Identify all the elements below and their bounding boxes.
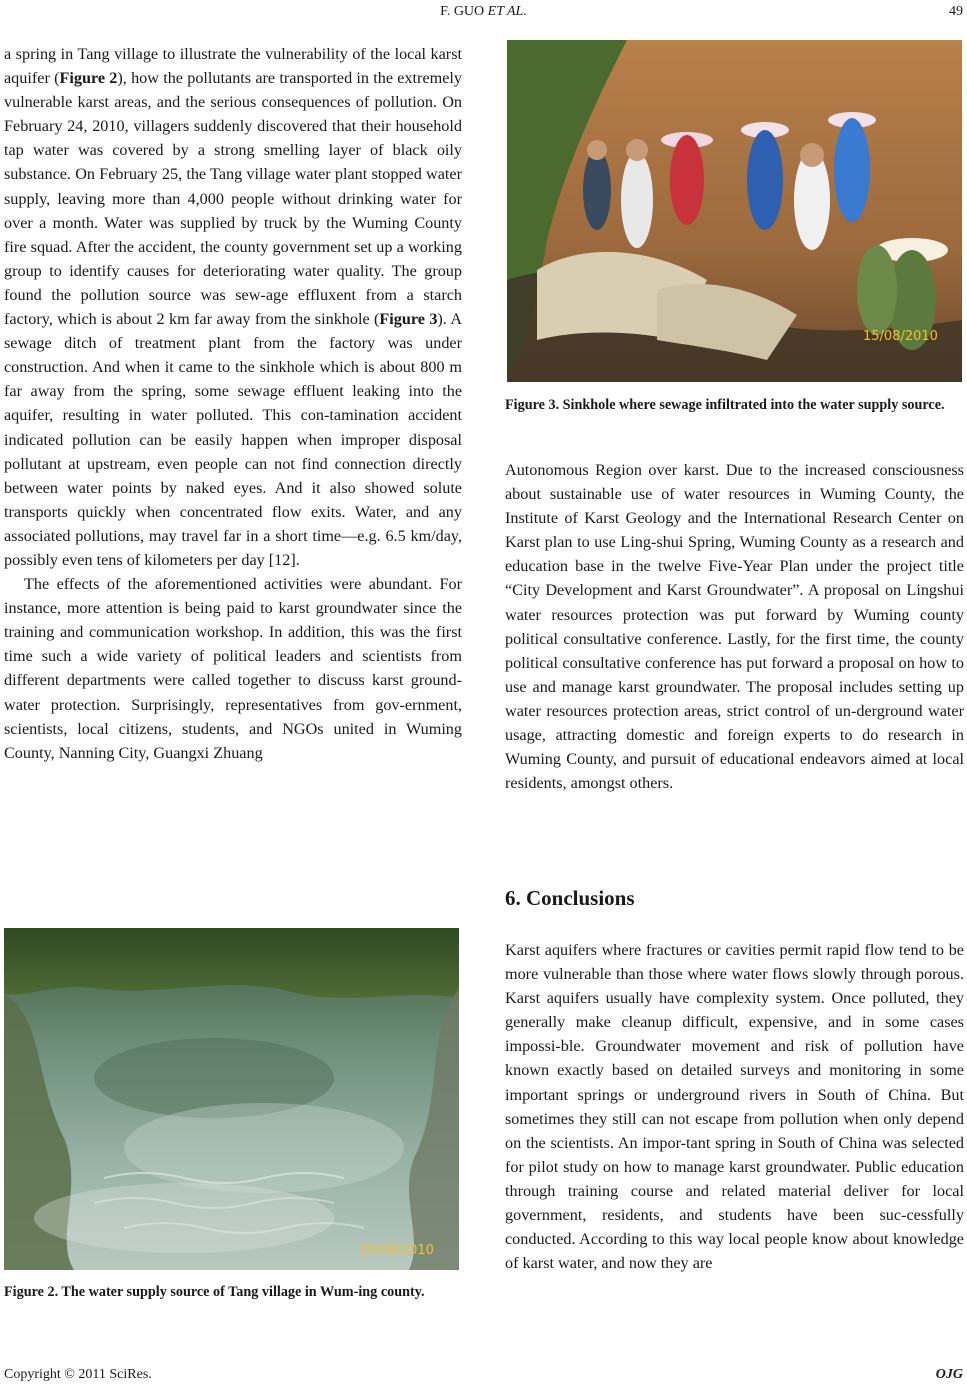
- figure-2-photo: [4, 928, 459, 1270]
- conclusions-text: [505, 938, 964, 1275]
- left-column-text: [4, 42, 462, 765]
- figure-3-caption: Figure 3. Sinkhole where sewage infiltrated into the water supply source.: [505, 397, 945, 413]
- paragraph: [4, 42, 462, 572]
- page-header: [0, 4, 967, 24]
- sinkhole-image: [507, 40, 962, 382]
- journal-abbrev: OJG: [935, 1367, 963, 1382]
- copyright-notice: Copyright © 2011 SciRes.: [4, 1367, 152, 1382]
- date-stamp: 15/08/2010: [863, 329, 938, 344]
- text-run: a spring in Tang village to illustrate the vulnerability of the local karst aquifer (: [4, 45, 462, 88]
- text-run: ), how the pollutants are transported in the extremely vulnerable karst areas, and the serious consequences of pollution. On February 24, 2010, villagers suddenly discovered that their household tap water was covered by a strong smelling layer of black oily substance. On February 25, the Tang village water plant stopped water supply, leaving more than 4,000 people without drinking water for over a month. Water was supplied by truck by the Wuming County fire squad. After the accident, the county government set up a working group to identify causes for deteriorating water quality. The group found the pollution source was sew-age effluxent from a starch factory, which is about 2 km far away from the sinkhole (: [4, 69, 462, 329]
- right-column-text: [505, 458, 964, 795]
- page-number: 49: [949, 4, 963, 19]
- spring-water-image: [4, 928, 459, 1270]
- figure-ref[interactable]: Figure 2: [59, 69, 118, 88]
- page-footer: [4, 1367, 963, 1383]
- section-heading: 6. Conclusions: [505, 886, 635, 910]
- running-author-etal: ET AL.: [487, 4, 527, 19]
- running-author: F. GUO: [440, 4, 485, 19]
- text-run: ). A sewage ditch of treatment plant from the factory was under construction. And when it came to the sinkhole which is about 800 m far away from the spring, some sewage effluent leaking into the aquifer, resulting in water polluted. This con-tamination accident indicated pollution can be easily happen when improper disposal pollutant at upstream, even people can not find connection directly between water points by naked eyes. And it also showed solute transports quickly when concentrated flow exits. Water, and any associated pollutions, may travel far in a short time―e.g. 6.5 km/day, possibly even tens of kilometers per day [12].: [4, 310, 463, 569]
- figure-3-photo: [507, 40, 962, 382]
- date-stamp: 15/08/2010: [359, 1243, 434, 1258]
- paragraph: Karst aquifers where fractures or cavities permit rapid flow tend to be more vulnerable than those where water flows slowly through porous. Karst aquifers usually have complexity system. Once polluted, they generally make cleanup difficult, expensive, and in some cases impossi-ble. Groundwater movement and risk of pollution have known exactly based on detailed surveys and monitoring in some important springs or underground rivers in South of China. But sometimes they still can not escape from pollution when only depend on the scientists. An impor-tant spring in South of China was selected for pilot study on how to manage karst groundwater. Public education through training course and related material deliver for local government, residents, and students have been suc-cessfully conducted. According to this way local people know about knowledge of karst water, and now they are: [505, 941, 964, 1273]
- figure-ref[interactable]: Figure 3: [379, 310, 438, 329]
- running-head: [0, 4, 967, 20]
- figure-2-caption: Figure 2. The water supply source of Tang village in Wum-ing county.: [4, 1284, 425, 1300]
- paragraph: The effects of the aforementioned activities were abundant. For instance, more attention is being paid to karst groundwater since the training and communication workshop. In addition, this was the first time such a wide variety of political leaders and scientists from different departments were called together to discuss karst ground-water protection. Surprisingly, representatives from gov-ernment, scientists, local citizens, students, and NGOs united in Wuming County, Nanning City, Guangxi Zhuang: [4, 575, 462, 762]
- paragraph: Autonomous Region over karst. Due to the increased consciousness about sustainable use of water resources in Wuming County, the Institute of Karst Geology and the International Research Center on Karst plan to use Ling-shui Spring, Wuming County as a research and education base in the twelve Five-Year Plan under the project title “City Development and Karst Groundwater”. A proposal on Lingshui water resources protection was put forward by Wuming county political consultative conference. Lastly, for the first time, the county political consultative conference has put forward a proposal on how to use and manage karst groundwater. The proposal includes setting up water resources protection areas, strict control of un-derground water usage, attracting domestic and foreign experts to do research in Wuming County, and pursuit of educational endeavors aimed at local residents, amongst others.: [505, 461, 964, 793]
